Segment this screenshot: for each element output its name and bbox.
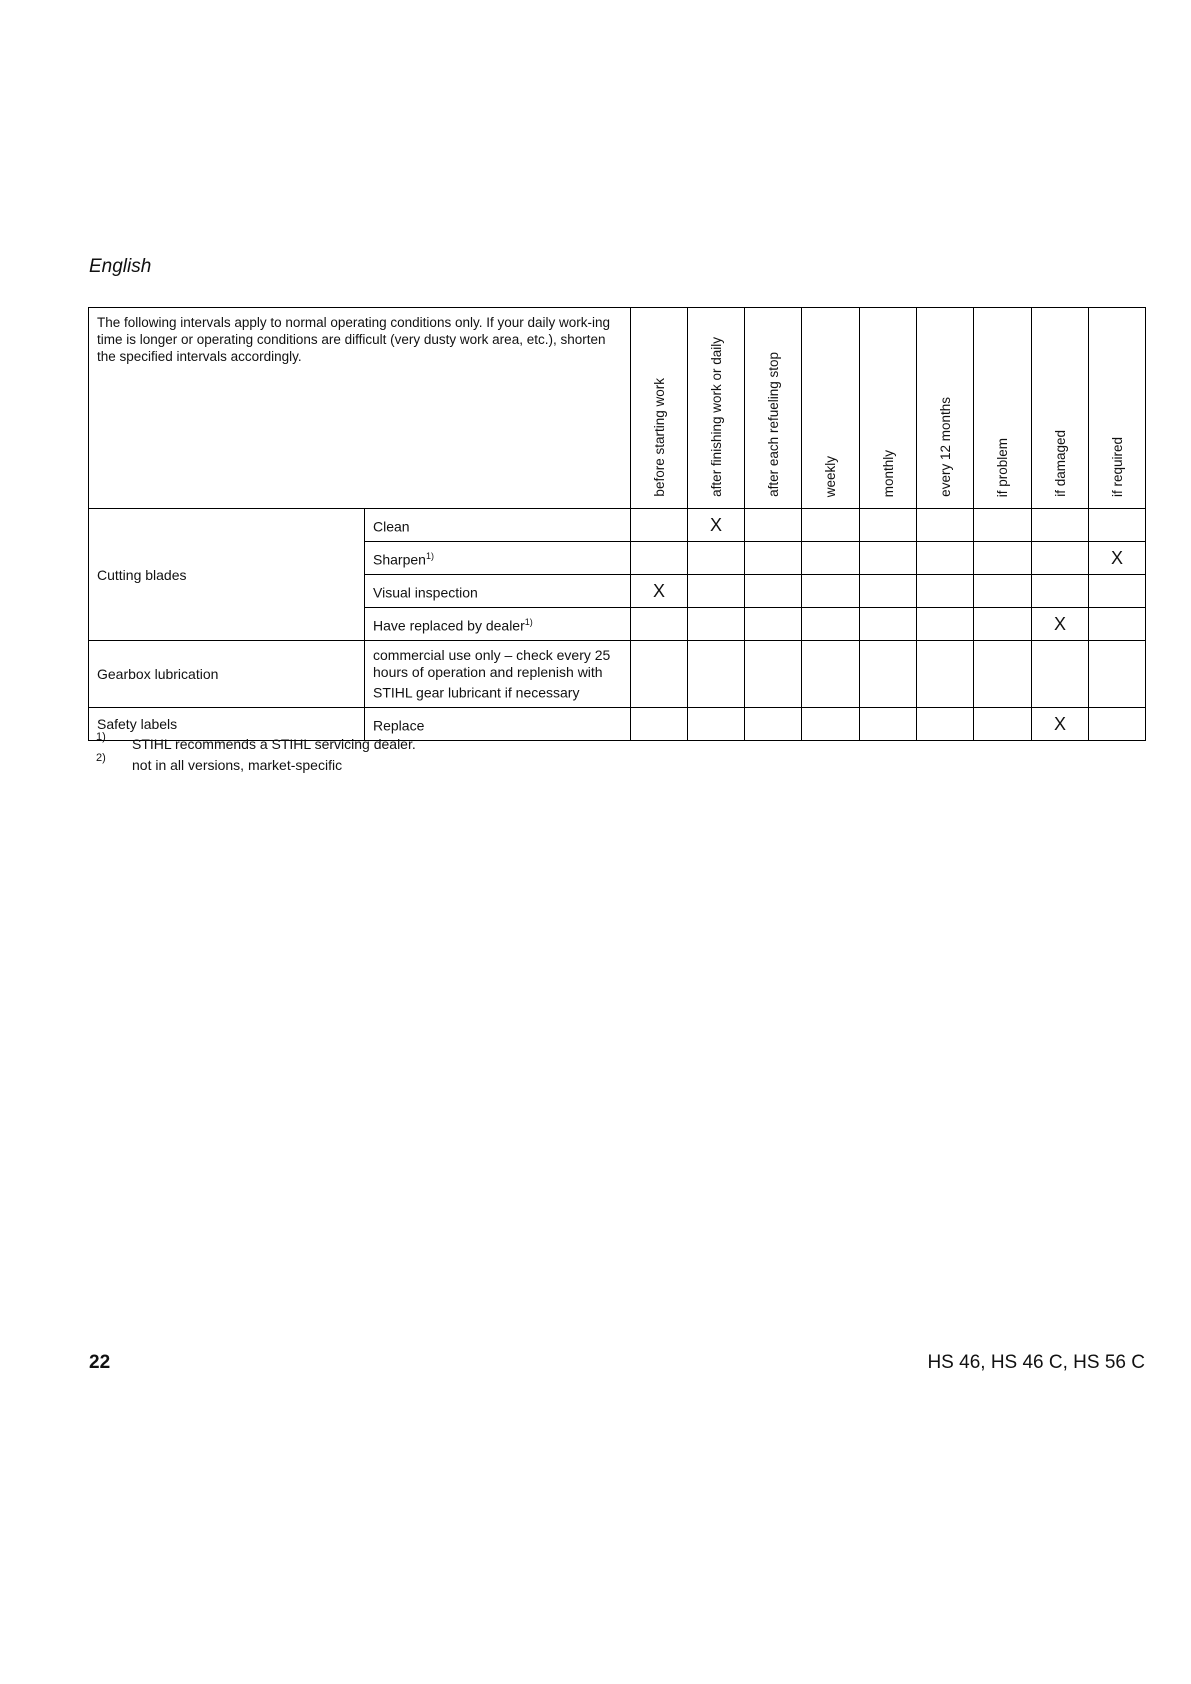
action-text: Visual inspection [373,584,478,601]
action-cell [365,641,631,708]
mark-cell [1089,641,1146,708]
mark-cell [802,641,860,708]
mark-cell [802,608,860,641]
col-if-required [1089,308,1146,509]
column-label: after finishing work or daily [708,337,724,497]
mark-cell: X [1032,608,1089,641]
action-cell [365,608,631,641]
mark-cell [860,641,917,708]
mark-cell [1089,575,1146,608]
language-label: English [89,256,152,277]
mark-cell [688,542,745,575]
mark-cell [1032,542,1089,575]
footnote-text: STIHL recommends a STIHL servicing dealer. [132,736,416,752]
mark-cell [860,509,917,542]
mark-cell [631,608,688,641]
mark-cell [745,608,802,641]
component-cell: Gearbox lubrication [89,641,365,708]
mark-cell [974,575,1032,608]
mark-cell [688,641,745,708]
footnote-number: 2) [96,752,106,764]
mark-cell [1089,608,1146,641]
mark-cell [917,575,974,608]
mark-cell [631,708,688,741]
mark-cell: X [1032,708,1089,741]
mark-cell [745,509,802,542]
model-designation: HS 46, HS 46 C, HS 56 C [927,1352,1145,1373]
col-weekly [802,308,860,509]
mark-cell [860,608,917,641]
action-text: Have replaced by dealer [373,617,525,634]
action-cell [365,542,631,575]
col-before-starting-work [631,308,688,509]
mark-cell [974,608,1032,641]
mark-cell [1089,708,1146,741]
column-label: after each refueling stop [765,352,781,497]
mark-cell [745,575,802,608]
footnote-ref: 1) [524,616,533,627]
column-label: if problem [995,437,1011,497]
column-label: if required [1109,436,1125,497]
mark-cell [1032,575,1089,608]
mark-cell [860,542,917,575]
mark-cell [1032,641,1089,708]
mark-cell [688,575,745,608]
mark-cell: X [631,575,688,608]
action-cell [365,509,631,542]
component-cell: Safety labels [89,708,365,741]
mark-cell [1032,509,1089,542]
mark-cell [802,509,860,542]
col-after-finishing-work [688,308,745,509]
mark-cell [917,641,974,708]
col-monthly [860,308,917,509]
mark-cell [688,708,745,741]
maintenance-table [88,307,1146,741]
column-label: weekly [823,455,839,497]
action-text: commercial use only – check every 25 hours of operation and replenish with STIHL gear lubricant if necessary [373,646,611,701]
footnote-ref: 1) [425,550,434,561]
footnote-text: not in all versions, market-specific [132,757,343,773]
action-cell [365,575,631,608]
column-label: before starting work [651,378,667,497]
mark-cell: X [688,509,745,542]
mark-cell [917,509,974,542]
mark-cell [631,509,688,542]
header-row [89,308,1146,509]
mark-cell [802,542,860,575]
col-if-damaged [1032,308,1089,509]
component-cell: Cutting blades [89,509,365,641]
mark-cell [802,708,860,741]
column-label: if damaged [1052,430,1068,497]
footnote-number: 1) [96,731,106,743]
col-after-refueling [745,308,802,509]
mark-cell [745,708,802,741]
table-row [89,509,1146,542]
mark-cell [631,542,688,575]
mark-cell [917,542,974,575]
action-text: Clean [373,518,410,535]
mark-cell [631,641,688,708]
action-text: Replace [373,717,425,734]
mark-cell [1089,509,1146,542]
mark-cell [860,708,917,741]
mark-cell [860,575,917,608]
col-if-problem [974,308,1032,509]
page-number: 22 [89,1352,111,1373]
mark-cell [802,575,860,608]
mark-cell [917,708,974,741]
action-text: Sharpen [373,551,426,568]
mark-cell [745,542,802,575]
mark-cell [974,641,1032,708]
column-label: every 12 months [937,397,953,497]
mark-cell [745,641,802,708]
mark-cell [688,608,745,641]
table-row [89,641,1146,708]
mark-cell: X [1089,542,1146,575]
mark-cell [917,608,974,641]
column-label: monthly [880,449,896,497]
intro-text: The following intervals apply to normal operating conditions only. If your daily work-ing time is longer or operating conditions are difficult (very dusty work area, etc.), shorten the specified intervals accordingly. [89,308,631,509]
mark-cell [974,509,1032,542]
mark-cell [974,708,1032,741]
col-every-12-months [917,308,974,509]
mark-cell [974,542,1032,575]
